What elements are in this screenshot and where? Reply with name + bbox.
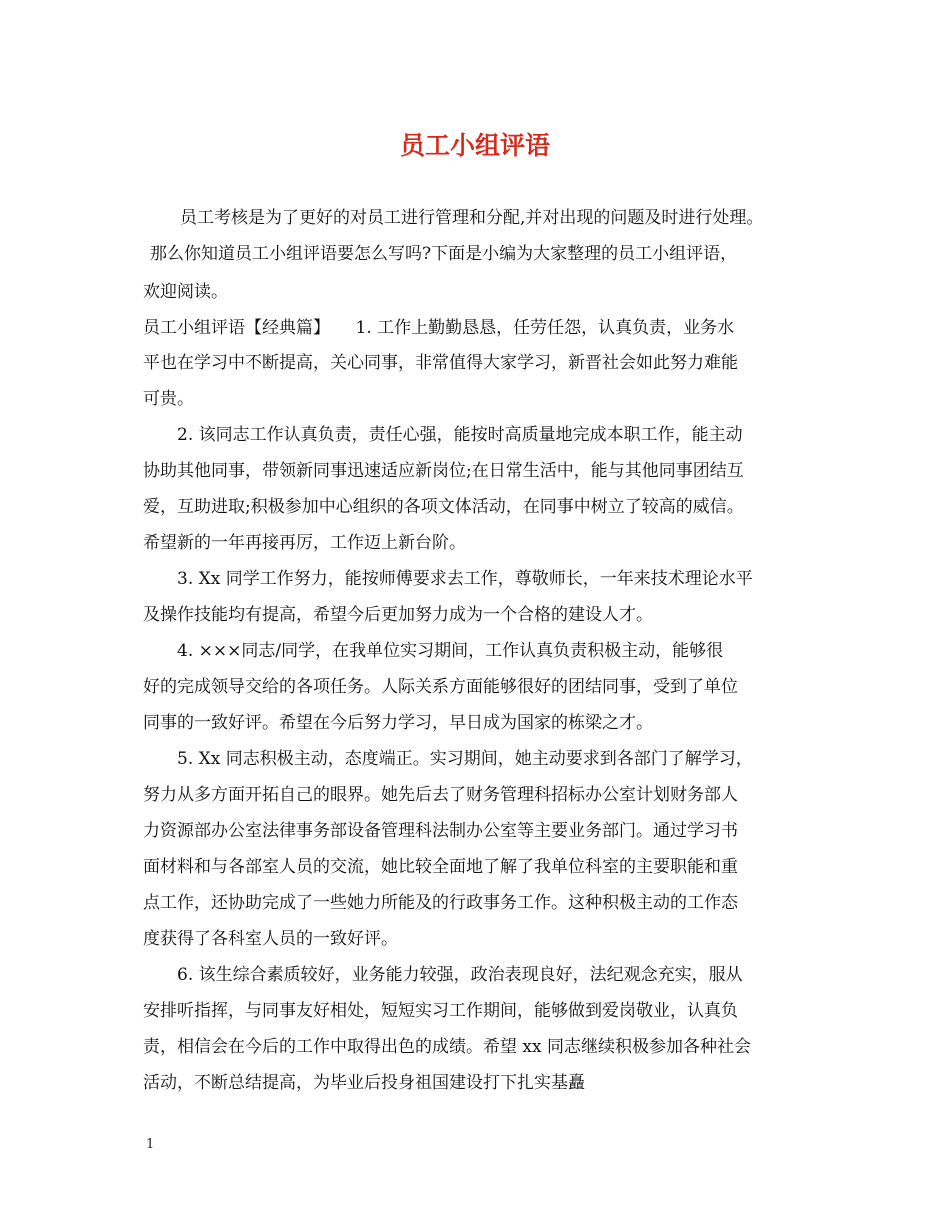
text-line: 2. 该同志工作认真负责，责任心强，能按时高质量地完成本职工作，能主动 (177, 425, 743, 445)
text-line: 欢迎阅读。 (143, 282, 228, 302)
text-line: 活动，不断总结提高，为毕业后投身祖国建设打下扎实基矗 (143, 1073, 585, 1093)
text-line: 员工小组评语【经典篇】 1. 工作上勤勤恳恳，任劳任怨，认真负责，业务水 (143, 318, 735, 338)
text-line: 同事的一致好评。希望在今后努力学习，早日成为国家的栋梁之才。 (143, 713, 653, 733)
text-line: 安排听指挥，与同事友好相处，短短实习工作期间，能够做到爱岗敬业，认真负 (143, 1001, 738, 1021)
text-line: 可贵。 (143, 389, 194, 409)
text-line: 那么你知道员工小组评语要怎么写吗?下面是小编为大家整理的员工小组评语， (150, 244, 738, 264)
text-line: 6. 该生综合素质较好，业务能力较强，政治表现良好，法纪观念充实，服从 (177, 965, 743, 985)
text-line: 度获得了各科室人员的一致好评。 (143, 929, 398, 949)
text-line: 3. Xx 同学工作努力，能按师傅要求去工作，尊敬师长，一年来技术理论水平 (177, 569, 753, 589)
text-line: 4. ×××同志/同学，在我单位实习期间，工作认真负责积极主动，能够很 (177, 641, 724, 661)
text-line: 5. Xx 同志积极主动，态度端正。实习期间，她主动要求到各部门了解学习， (177, 749, 753, 769)
text-line: 爱，互助进取;积极参加中心组织的各项文体活动，在同事中树立了较高的威信。 (143, 497, 744, 517)
text-line: 及操作技能均有提高，希望今后更加努力成为一个合格的建设人才。 (143, 605, 653, 625)
text-line: 力资源部办公室法律事务部设备管理科法制办公室等主要业务部门。通过学习书 (143, 821, 738, 841)
text-line: 员工考核是为了更好的对员工进行管理和分配,并对出现的问题及时进行处理。 (180, 208, 764, 228)
text-line: 希望新的一年再接再厉，工作迈上新台阶。 (143, 533, 466, 553)
page-title: 员工小组评语 (399, 131, 550, 160)
page-number: 1 (146, 1137, 155, 1152)
text-line: 面材料和与各部室人员的交流，她比较全面地了解了我单位科室的主要职能和重 (143, 857, 738, 877)
text-line: 平也在学习中不断提高，关心同事，非常值得大家学习，新晋社会如此努力难能 (143, 353, 738, 373)
text-line: 努力从多方面开拓自己的眼界。她先后去了财务管理科招标办公室计划财务部人 (143, 785, 738, 805)
text-line: 协助其他同事，带领新同事迅速适应新岗位;在日常生活中，能与其他同事团结互 (143, 461, 744, 481)
text-line: 好的完成领导交给的各项任务。人际关系方面能够很好的团结同事，受到了单位 (143, 677, 738, 697)
text-line: 责，相信会在今后的工作中取得出色的成绩。希望 xx 同志继续积极参加各种社会 (143, 1037, 751, 1057)
text-line: 点工作，还协助完成了一些她力所能及的行政事务工作。这种积极主动的工作态 (143, 893, 738, 913)
